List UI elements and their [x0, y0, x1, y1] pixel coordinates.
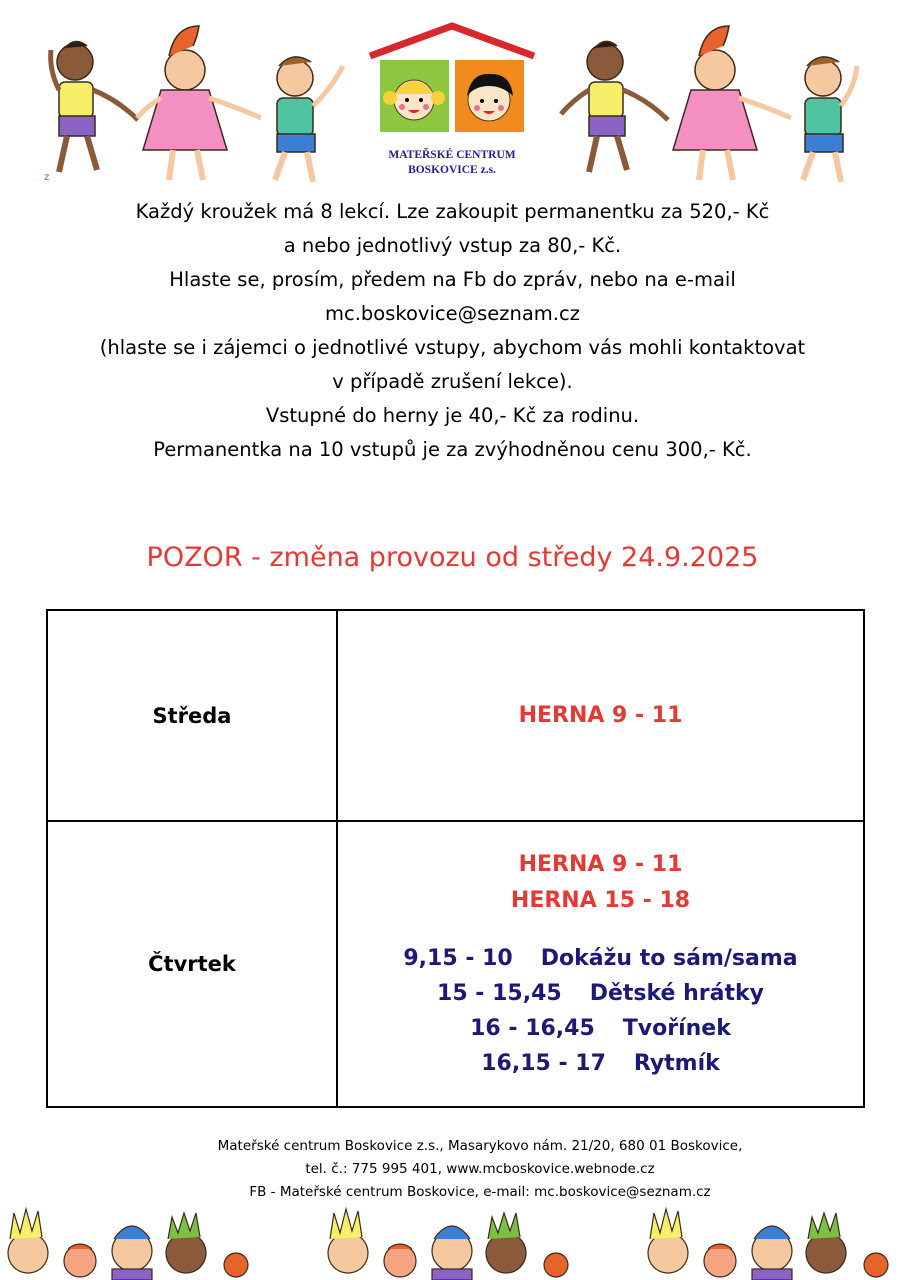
program-cell	[337, 821, 864, 1107]
footer-contact	[115, 1135, 845, 1204]
girl-face-icon	[380, 60, 449, 132]
herna-time: HERNA 15 - 18	[510, 888, 691, 913]
footer-phone-web: tel. č.: 775 995 401, www.mcboskovice.webnode.cz	[305, 1161, 655, 1177]
footer-address: Mateřské centrum Boskovice z.s., Masarykovo nám. 21/20, 680 01 Boskovice,	[217, 1138, 743, 1154]
footer-fb-email: FB - Mateřské centrum Boskovice, e-mail: mc.boskovice@seznam.cz	[249, 1184, 711, 1200]
activity-row	[338, 941, 863, 976]
info-line: (hlaste se i zájemci o jednotlivé vstupy, abychom vás mohli kontaktovat	[99, 336, 806, 359]
table-row	[47, 610, 864, 821]
activity-row	[338, 1011, 863, 1046]
activity-time: 15 - 15,45	[437, 981, 562, 1006]
day-cell: Čtvrtek	[47, 821, 337, 1107]
activity-time: 9,15 - 10	[403, 946, 513, 971]
info-email: mc.boskovice@seznam.cz	[325, 302, 580, 325]
info-line: a nebo jednotlivý vstup za 80,- Kč.	[283, 234, 622, 257]
activity-name: Tvořínek	[622, 1016, 731, 1041]
roof-icon	[368, 22, 536, 62]
activity-row	[338, 976, 863, 1011]
activity-time: 16 - 16,45	[470, 1016, 595, 1041]
logo	[368, 22, 536, 176]
children-faces-illustration-bottom-center	[320, 1203, 580, 1280]
children-faces-illustration-bottom-right	[640, 1203, 900, 1280]
activity-time: 16,15 - 17	[481, 1051, 606, 1076]
activity-name: Dokážu to sám/sama	[540, 946, 798, 971]
schedule-table	[46, 609, 865, 1108]
herna-time: HERNA 9 - 11	[518, 702, 683, 728]
info-line: v případě zrušení lekce).	[332, 370, 573, 393]
activity-name: Dětské hrátky	[589, 981, 764, 1006]
program-cell	[337, 610, 864, 821]
header	[0, 0, 905, 195]
logo-text	[368, 148, 536, 178]
info-line: Hlaste se, prosím, předem na Fb do zpráv, nebo na e-mail	[169, 268, 736, 291]
corner-mark: z	[44, 172, 50, 183]
logo-line-2: BOSKOVICE z.s.	[408, 164, 496, 176]
info-line: Každý kroužek má 8 lekcí. Lze zakoupit permanentku za 520,- Kč	[135, 200, 770, 223]
day-cell: Středa	[47, 610, 337, 821]
children-holding-hands-illustration-right	[555, 20, 865, 190]
children-faces-illustration-bottom-left	[0, 1203, 260, 1280]
info-line: Permanentka na 10 vstupů je za zvýhodněnou cenu 300,- Kč.	[153, 438, 752, 461]
herna-time: HERNA 9 - 11	[518, 852, 683, 877]
info-text	[0, 195, 905, 467]
logo-line-1: MATEŘSKÉ CENTRUM	[388, 149, 516, 161]
boy-face-icon	[455, 60, 524, 132]
activity-row	[338, 1046, 863, 1081]
table-row	[47, 821, 864, 1107]
info-line: Vstupné do herny je 40,- Kč za rodinu.	[265, 404, 640, 427]
children-holding-hands-illustration-left	[45, 20, 355, 190]
change-notice: POZOR - změna provozu od středy 24.9.2025	[146, 542, 759, 573]
activity-name: Rytmík	[633, 1051, 720, 1076]
